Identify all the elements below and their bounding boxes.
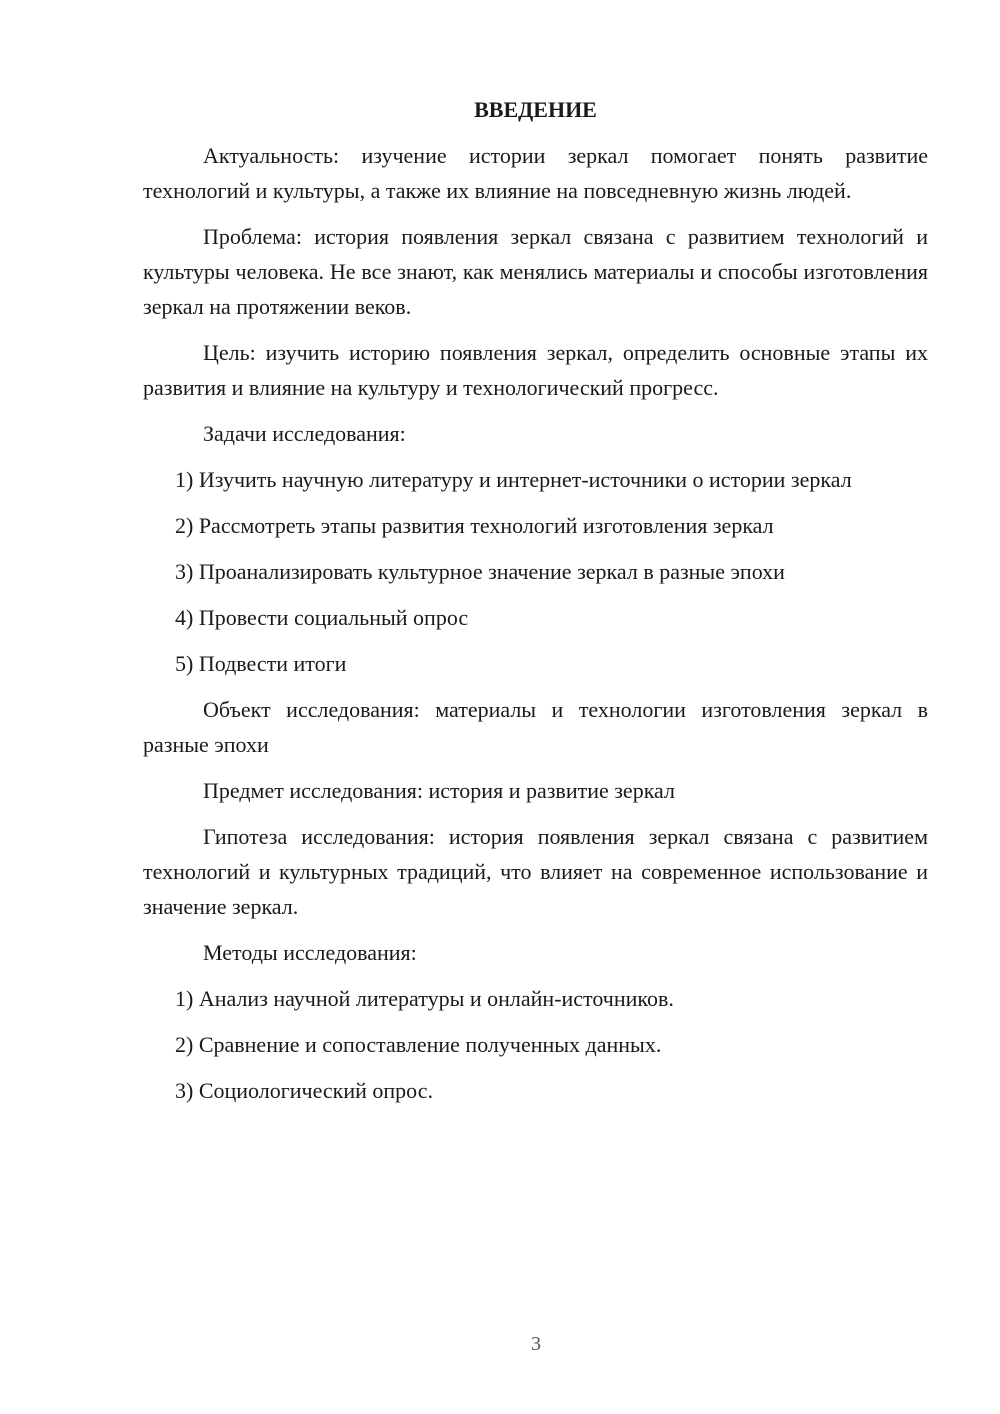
list-item: 1) Изучить научную литературу и интернет-источники о истории зеркал [175,467,852,492]
paragraph-relevance: Актуальность: изучение истории зеркал помогает понять развитие технологий и культуры, а также их влияние на повседневную жизнь людей. [143,143,928,203]
paragraph-object: Объект исследования: материалы и технологии изготовления зеркал в разные эпохи [143,697,928,757]
list-item: 3) Проанализировать культурное значение зеркал в разные эпохи [175,559,785,584]
list-item: 4) Провести социальный опрос [175,605,469,630]
paragraph-subject: Предмет исследования: история и развитие зеркал [203,778,675,803]
list-item: 5) Подвести итоги [175,651,347,676]
page-number: 3 [531,1333,541,1355]
methods-heading: Методы исследования: [203,940,417,965]
paragraph-hypothesis: Гипотеза исследования: история появления зеркал связана с развитием технологий и культурных традиций, что влияет на современное использование и значение зеркал. [143,824,928,919]
paragraph-problem: Проблема: история появления зеркал связана с развитием технологий и культуры человека. Не все знают, как менялись материалы и способы изготовления зеркал на протяжении веков. [143,224,928,319]
paragraph-goal: Цель: изучить историю появления зеркал, определить основные этапы их развития и влияние на культуру и технологический прогресс. [143,340,928,400]
tasks-heading: Задачи исследования: [203,421,406,446]
list-item: 1) Анализ научной литературы и онлайн-источников. [175,986,674,1011]
list-item: 2) Рассмотреть этапы развития технологий изготовления зеркал [175,513,774,538]
page-title: ВВЕДЕНИЕ [474,97,597,122]
list-item: 3) Социологический опрос. [175,1078,433,1103]
document-page [143,92,928,1108]
list-item: 2) Сравнение и сопоставление полученных данных. [175,1032,662,1057]
